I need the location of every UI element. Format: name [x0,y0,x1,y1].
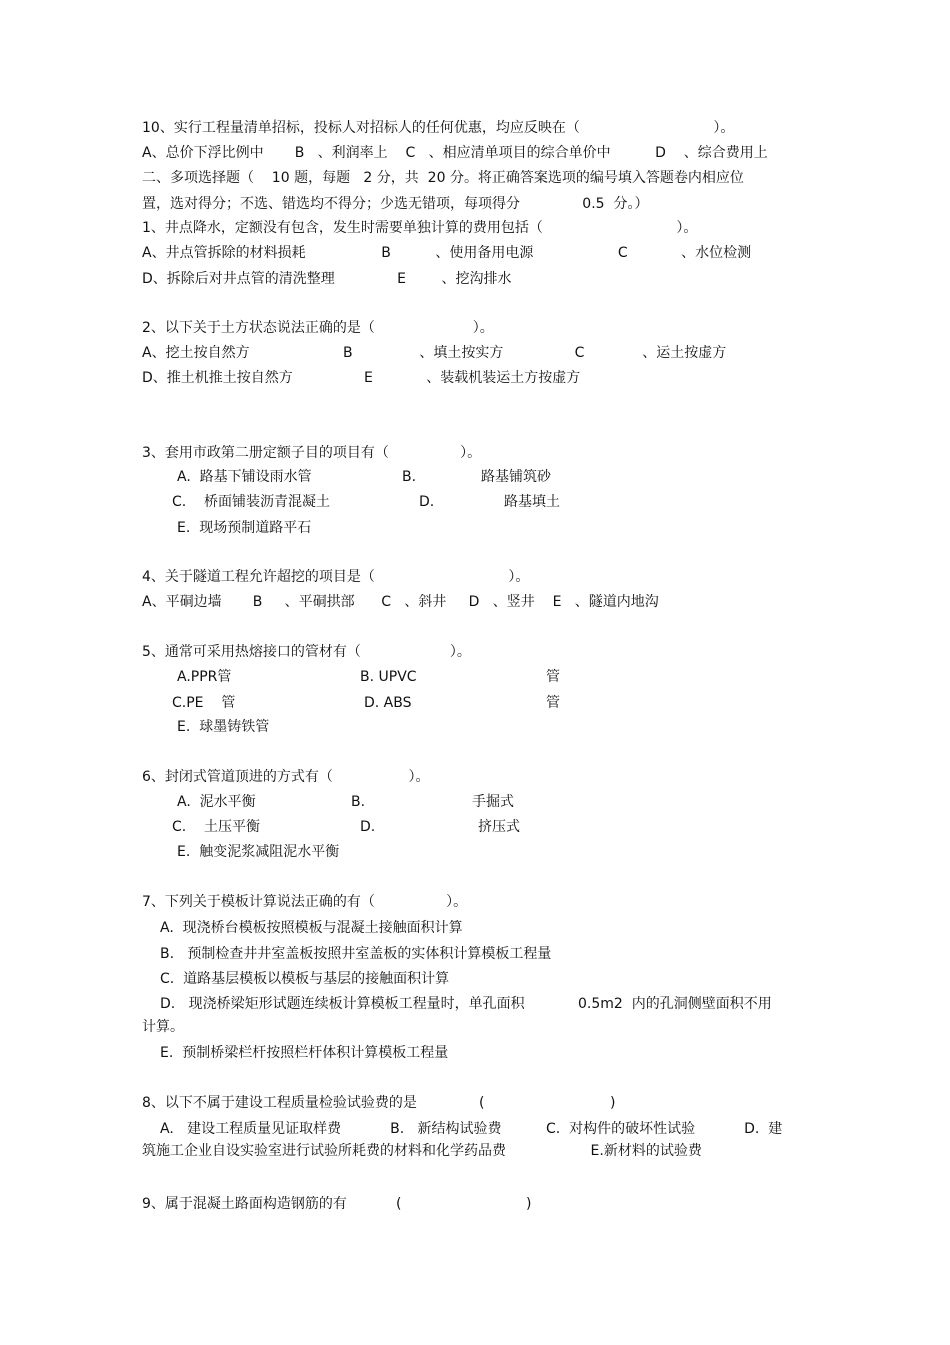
question-4-options: A、平硐边墙 B 、平硐拱部 C 、斜井 D 、竖井 E 、隧道内地沟 [142,594,659,610]
question-5-option-d-suffix: 管 [546,695,560,711]
question-7-option-d-line1: D. 现浇桥梁矩形试题连续板计算模板工程量时，单孔面积 0.5m2 内的孔洞侧壁面积不用 [160,996,772,1012]
question-3-option-b-text: 路基铺筑砂 [481,469,551,485]
question-7-option-a: A. 现浇桥台模板按照模板与混凝土接触面积计算 [160,920,463,936]
question-5-option-b-suffix: 管 [546,669,560,685]
question-3-option-d-label: D. [419,494,435,510]
question-3-option-d-text: 路基填土 [504,494,560,510]
question-6-option-e: E. 触变泥浆减阻泥水平衡 [177,844,340,860]
question-9-stem: 9、属于混凝土路面构造钢筋的有 [142,1196,347,1212]
question-5-option-d: D. ABS [364,695,412,711]
question-8-options-line2: 筑施工企业自设实验室进行试验所耗费的材料和化学药品费 E.新材料的试验费 [142,1143,702,1159]
question-5-option-a: A.PPR管 [177,669,232,685]
question-7-option-e: E. 预制桥梁栏杆按照栏杆体积计算模板工程量 [160,1045,449,1061]
question-8-open-paren: ( [479,1095,485,1111]
question-3-option-c: C. 桥面铺装沥青混凝土 [172,494,331,510]
question-3-stem: 3、套用市政第二册定额子目的项目有（ ）。 [142,445,482,461]
question-4-stem: 4、关于隧道工程允许超挖的项目是（ ）。 [142,569,530,585]
question-1-options-line2: D、拆除后对井点管的清洗整理 E 、挖沟排水 [142,271,512,287]
question-8-close-paren: ) [610,1095,616,1111]
question-10-stem: 10、实行工程量清单招标，投标人对招标人的任何优惠，均应反映在（ ）。 [142,120,735,136]
question-8-stem: 8、以下不属于建设工程质量检验试验费的是 [142,1095,417,1111]
question-8-options-line1: A. 建设工程质量见证取样费 B. 新结构试验费 C. 对构件的破坏性试验 D. 建 [160,1121,783,1137]
question-10-options: A、总价下浮比例中 B 、利润率上 C 、相应清单项目的综合单价中 D 、综合费用上 [142,145,768,161]
question-7-option-b: B. 预制检查井井室盖板按照井室盖板的实体积计算模板工程量 [160,946,552,962]
question-3-option-a: A. 路基下铺设雨水管 [177,469,312,485]
question-3-option-b-label: B. [402,469,417,485]
question-1-options-line1: A、井点管拆除的材料损耗 B 、使用备用电源 C 、水位检测 [142,245,752,261]
question-6-option-b-text: 手掘式 [472,794,514,810]
question-6-option-d-text: 挤压式 [478,819,520,835]
question-6-option-d-label: D. [360,819,376,835]
section-2-instructions-line2: 置，选对得分；不选、错选均不得分；少选无错项，每项得分 0.5 分。） [142,196,649,212]
question-2-options-line1: A、挖土按自然方 B 、填土按实方 C 、运土按虚方 [142,345,727,361]
question-7-option-c: C. 道路基层模板以模板与基层的接触面积计算 [160,971,450,987]
question-7-stem: 7、下列关于模板计算说法正确的有（ ）。 [142,894,468,910]
question-2-options-line2: D、推土机推土按自然方 E 、装载机装运土方按虚方 [142,370,581,386]
question-2-stem: 2、以下关于土方状态说法正确的是（ ）。 [142,320,494,336]
question-5-stem: 5、通常可采用热熔接口的管材有（ ）。 [142,644,471,660]
question-3-option-e: E. 现场预制道路平石 [177,520,312,536]
section-2-instructions-line1: 二、多项选择题（ 10 题，每题 2 分，共 20 分。将正确答案选项的编号填入答题卷内相应位 [142,170,744,186]
question-6-stem: 6、封闭式管道顶进的方式有（ ）。 [142,769,430,785]
question-7-option-d-line2: 计算。 [142,1019,184,1035]
question-1-stem: 1、井点降水，定额没有包含，发生时需要单独计算的费用包括（ ）。 [142,220,698,236]
question-6-option-b-label: B. [351,794,366,810]
question-5-option-e: E. 球墨铸铁管 [177,719,270,735]
question-9-open-paren: ( [396,1196,402,1212]
question-5-option-b: B. UPVC [360,669,417,685]
question-6-option-a: A. 泥水平衡 [177,794,256,810]
question-9-close-paren: ) [526,1196,532,1212]
question-6-option-c: C. 土压平衡 [172,819,261,835]
question-5-option-c: C.PE 管 [172,695,236,711]
